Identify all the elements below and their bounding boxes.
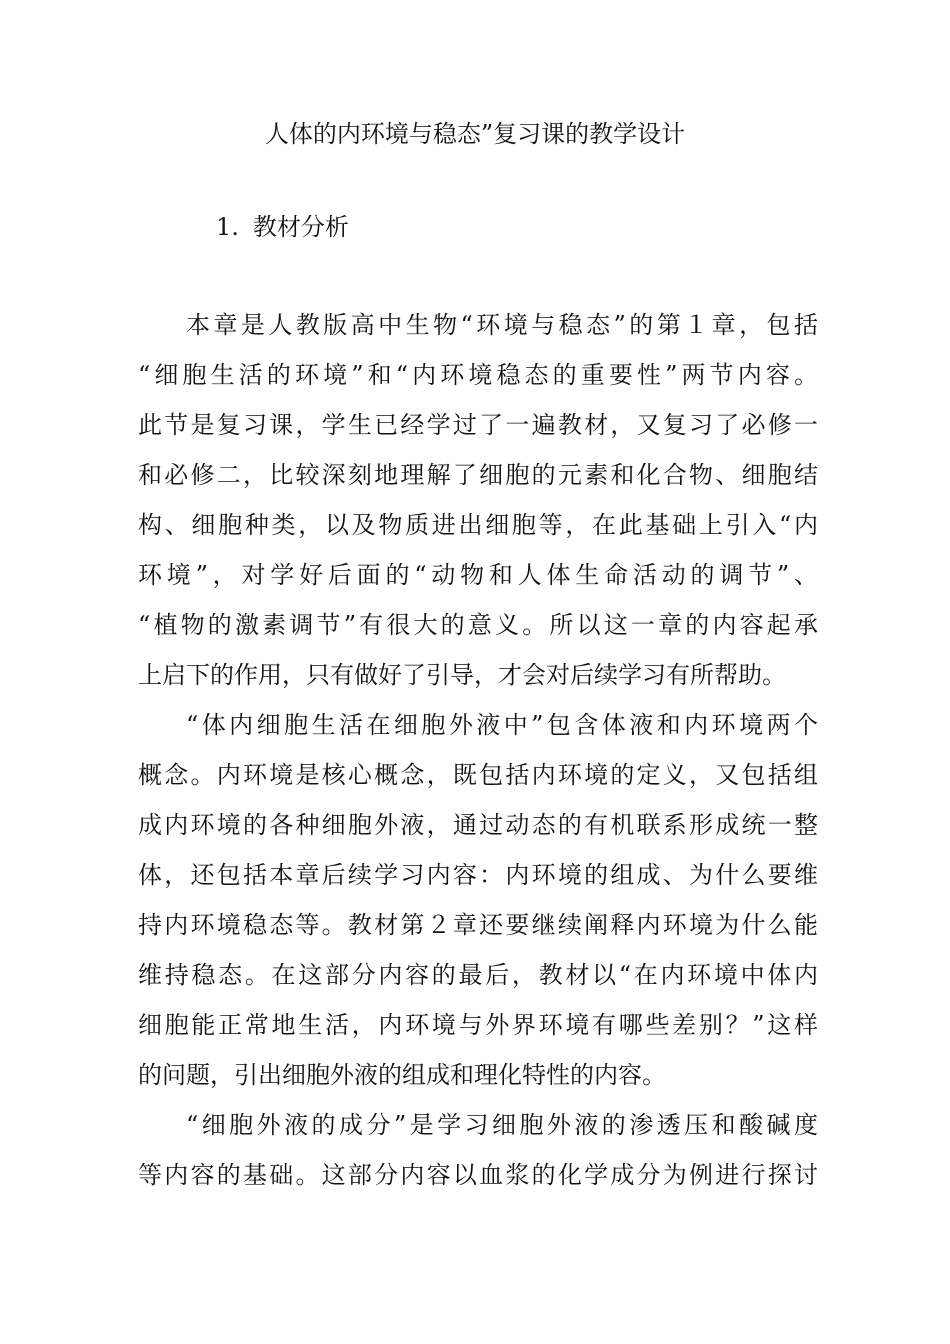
paragraph-line: 持内环境稳态等。教材第２章还要继续阐释内环境为什么能	[138, 911, 818, 939]
paragraph-line: 概念。内环境是核心概念，既包括内环境的定义，又包括组	[138, 761, 818, 789]
paragraph-line: 体，还包括本章后续学习内容：内环境的组成、为什么要维	[138, 861, 818, 889]
paragraph-line: “细胞生活的环境”和“内环境稳态的重要性”两节内容。	[138, 361, 818, 389]
paragraph-line: “细胞外液的成分”是学习细胞外液的渗透压和酸碱度	[186, 1111, 818, 1139]
section-heading	[216, 207, 349, 247]
paragraph-line: “植物的激素调节”有很大的意义。所以这一章的内容起承	[138, 611, 818, 639]
paragraph-line: 环境”，对学好后面的“动物和人体生命活动的调节”、	[138, 561, 818, 589]
paragraph-line: 上启下的作用，只有做好了引导，才会对后续学习有所帮助。	[138, 661, 786, 689]
section-heading-text: 教材分析	[252, 213, 349, 241]
paragraph-line: 等内容的基础。这部分内容以血浆的化学成分为例进行探讨	[138, 1161, 818, 1189]
section-number: 1.	[216, 213, 239, 241]
paragraph-line: 本章是人教版高中生物“环境与稳态”的第１章，包括	[186, 311, 818, 339]
paragraph-line: 成内环境的各种细胞外液，通过动态的有机联系形成统一整	[138, 811, 818, 839]
paragraph-line: 细胞能正常地生活，内环境与外界环境有哪些差别？”这样	[138, 1011, 818, 1039]
document-title: 人体的内环境与稳态”复习课的教学设计	[264, 120, 686, 148]
paragraph-line: “体内细胞生活在细胞外液中”包含体液和内环境两个	[186, 711, 818, 739]
paragraph-line: 构、细胞种类，以及物质进出细胞等，在此基础上引入“内	[138, 511, 818, 539]
paragraph-line: 维持稳态。在这部分内容的最后，教材以“在内环境中体内	[138, 961, 818, 989]
paragraph-line: 此节是复习课，学生已经学过了一遍教材，又复习了必修一	[138, 411, 818, 439]
paragraph-line: 和必修二，比较深刻地理解了细胞的元素和化合物、细胞结	[138, 461, 818, 489]
paragraph-line: 的问题，引出细胞外液的组成和理化特性的内容。	[138, 1061, 666, 1089]
body-text	[138, 300, 818, 1200]
